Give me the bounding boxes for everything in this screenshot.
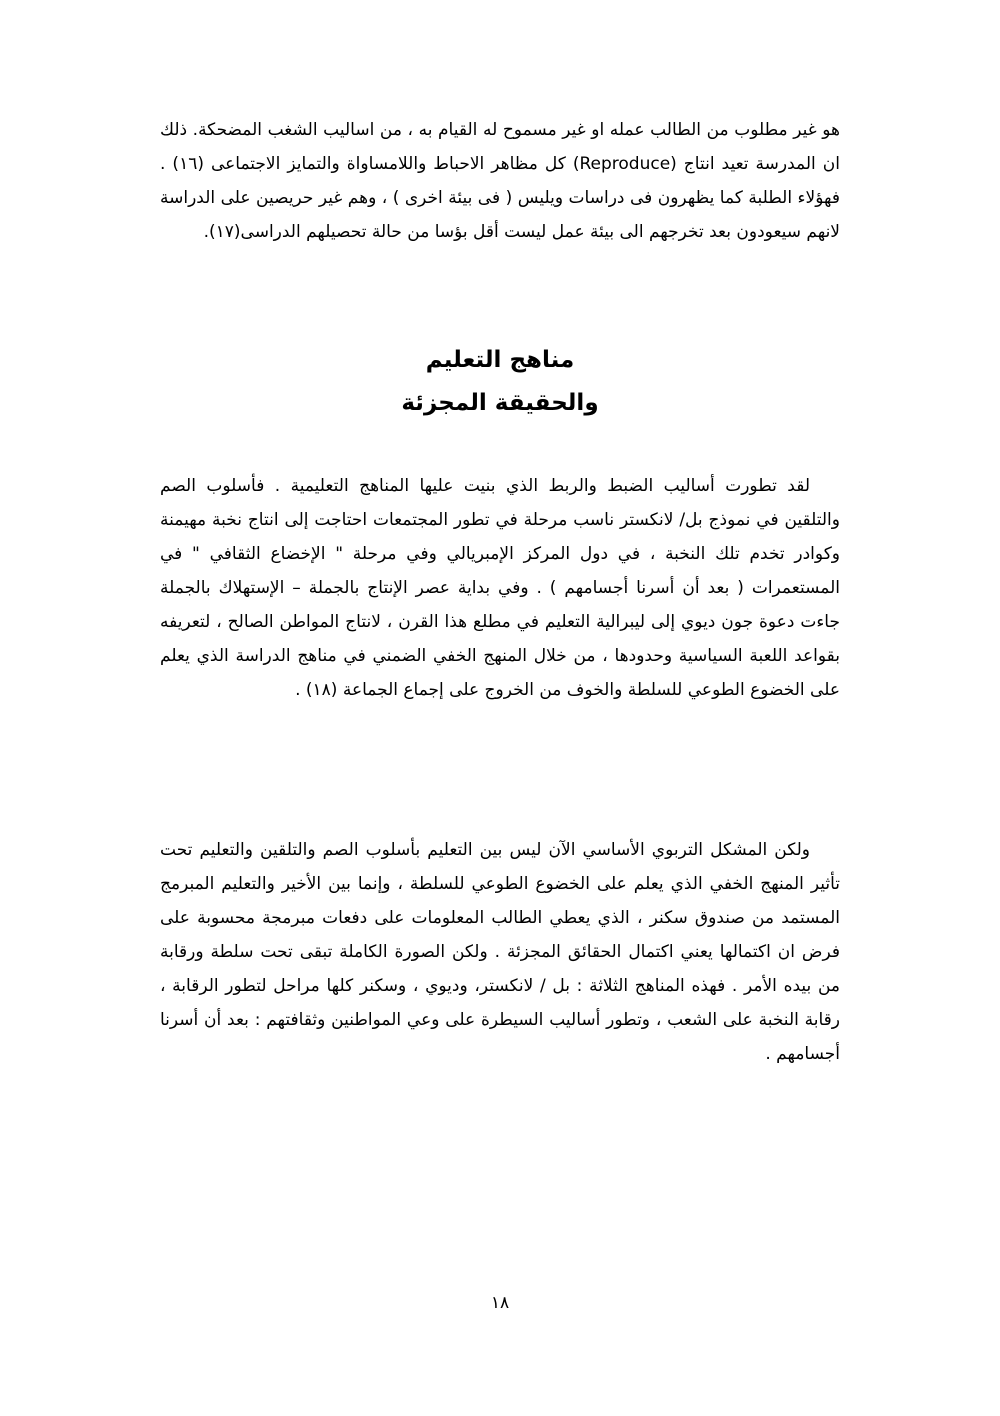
section-heading-line-2: والحقيقة المجزئة xyxy=(401,390,599,416)
page-number: ١٨ xyxy=(490,1293,510,1313)
paragraph-control-methods: لقد تطورت أساليب الضبط والربط الذي بنيت عليها المناهج التعليمية . فأسلوب الصم والتلقين في نموذج بل/ لانكستر ناسب مرحلة في تطور المجتمعات احتاجت إلى انتاج نخبة مهيمنة وكوادر تخدم تلك النخبة ، في دول المركز الإمبريالي وفي مرحلة " الإخضاع الثقافي " في المستعمرات ( بعد أن أسرنا أجسامهم ) . وفي بداية عصر الإنتاج بالجملة – الإستهلاك بالجملة جاءت دعوة جون ديوي إلى ليبرالية التعليم في مطلع هذا القرن ، لانتاج المواطن الصالح ، لتعريفه بقواعد اللعبة السياسية وحدودها ، من خلال المنهج الخفي الضمني في مناهج الدراسة الذي يعلم على الخضوع الطوعي للسلطة والخوف من الخروج على إجماع الجماعة (١٨) . xyxy=(160,476,840,700)
paragraph-hidden-curriculum-intro: هو غير مطلوب من الطالب عمله او غير مسموح له القيام به ، من اساليب الشغب المضحكة. ذلك ان المدرسة تعيد انتاج (Reproduce) كل مظاهر الاحباط واللامساواة والتمايز الاجتماعى (١٦) . فهؤلاء الطلبة كما يظهرون فى دراسات ويليس ( فى بيئة اخرى ) ، وهم غير حريصين على الدراسة لانهم سيعودون بعد تخرجهم الى بيئة عمل ليست أقل بؤسا من حالة تحصيلهم الدراسى(١٧). xyxy=(160,120,840,242)
paragraph-educational-problem: ولكن المشكل التربوي الأساسي الآن ليس بين التعليم بأسلوب الصم والتلقين والتعليم تحت تأثير المنهج الخفي الذي يعلم على الخضوع الطوعي للسلطة ، وإنما بين الأخير والتعليم المبرمج المستمد من صندوق سكنر ، الذي يعطي الطالب المعلومات على دفعات مبرمجة محسوبة على فرض ان اكتمالها يعني اكتمال الحقائق المجزئة . ولكن الصورة الكاملة تبقى تحت سلطة ورقابة من بيده الأمر . فهذه المناهج الثلاثة : بل / لانكستر، وديوي ، وسكنر كلها مراحل لتطور الرقابة ، رقابة النخبة على الشعب ، وتطور أساليب السيطرة على وعي المواطنين وثقافتهم : بعد أن أسرنا أجسامهم . xyxy=(160,840,840,1064)
section-heading-line-1: مناهج التعليم xyxy=(425,347,575,373)
